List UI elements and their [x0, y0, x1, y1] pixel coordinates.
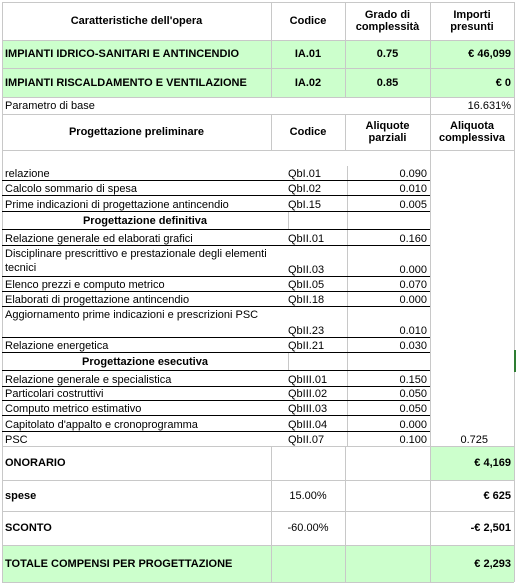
- detail-code: QbIII.03: [288, 403, 328, 415]
- detail-value: 0.000: [399, 264, 427, 276]
- detail-desc: Particolari costruttivi: [5, 388, 104, 400]
- work-code: IA.01: [294, 48, 322, 60]
- detail-code: QbII.01: [288, 233, 325, 245]
- detail-desc: Elaborati di progettazione antincendio: [5, 294, 190, 306]
- detail-code: QbII.18: [288, 294, 325, 306]
- header-caratteristiche: Caratteristiche dell'opera: [70, 15, 203, 27]
- spese-label: spese: [5, 489, 37, 502]
- aliquota-complessiva-header: Aliquota complessiva: [438, 120, 506, 144]
- detail-code: QbIII.04: [288, 419, 328, 431]
- detail-desc: Prime indicazioni di progettazione antincendio: [5, 199, 229, 211]
- work-code: IA.02: [294, 76, 322, 89]
- detail-desc: Aggiornamento prime indicazioni e prescrizioni PSC: [5, 309, 259, 321]
- detail-value: 0.000: [399, 294, 427, 306]
- detail-value: 0.000: [399, 419, 427, 431]
- header-grado: Grado di complessità: [355, 9, 420, 33]
- detail-desc: Calcolo sommario di spesa: [5, 183, 138, 195]
- detail-code: QbIII.02: [288, 388, 328, 400]
- detail-desc: Capitolato d'appalto e cronoprogramma: [5, 419, 198, 431]
- detail-desc: Elenco prezzi e computo metrico: [5, 279, 165, 291]
- detail-code: QbII.05: [288, 279, 325, 291]
- detail-value: 0.090: [399, 168, 427, 180]
- parametro-label: Parametro di base: [5, 99, 95, 112]
- detail-value: 0.160: [399, 233, 427, 245]
- prelim-title: Progettazione preliminare: [68, 126, 205, 138]
- detail-code: QbII.03: [288, 264, 325, 276]
- detail-value: 0.050: [399, 403, 427, 415]
- detail-value: 0.030: [399, 340, 427, 352]
- esecutiva-title: Progettazione esecutiva: [82, 355, 208, 368]
- aliquote-parziali-header: Aliquote parziali: [365, 120, 410, 144]
- sconto-label: SCONTO: [5, 522, 52, 534]
- sconto-amount: -€ 2,501: [470, 522, 511, 534]
- work-amount: € 46,099: [468, 48, 511, 60]
- spese-percent: 15.00%: [289, 489, 327, 502]
- detail-value: 0.050: [399, 388, 427, 400]
- onorario-label: ONORARIO: [5, 457, 66, 469]
- aliquota-complessiva-total: 0.725: [460, 434, 488, 446]
- detail-value: 0.100: [399, 434, 427, 446]
- detail-code: QbII.23: [288, 325, 325, 337]
- spese-amount: € 625: [483, 489, 511, 502]
- detail-desc: Disciplinare prescrittivo e prestazionale degli elementi tecnici: [5, 248, 267, 274]
- detail-desc: Relazione generale e specialistica: [5, 374, 172, 386]
- work-name: IMPIANTI IDRICO-SANITARI E ANTINCENDIO: [5, 48, 240, 60]
- cell-selection-marker[interactable]: [514, 350, 518, 372]
- detail-desc: Relazione energetica: [5, 340, 109, 352]
- detail-code: QbI.15: [288, 199, 322, 211]
- detail-code: QbII.21: [288, 340, 325, 352]
- totale-amount: € 2,293: [474, 557, 511, 570]
- work-name: IMPIANTI RISCALDAMENTO E VENTILAZIONE: [5, 76, 247, 89]
- detail-value: 0.070: [399, 279, 427, 291]
- detail-desc: Relazione generale ed elaborati grafici: [5, 233, 193, 245]
- detail-desc: PSC: [5, 434, 28, 446]
- work-grade: 0.75: [376, 48, 399, 60]
- header-importi: Importi presunti: [450, 9, 494, 33]
- detail-code: QbI.01: [288, 168, 322, 180]
- totale-label: TOTALE COMPENSI PER PROGETTAZIONE: [5, 557, 233, 570]
- detail-code: QbI.02: [288, 183, 322, 195]
- work-grade: 0.85: [376, 76, 399, 89]
- detail-value: 0.005: [399, 199, 427, 211]
- detail-desc: Computo metrico estimativo: [5, 403, 142, 415]
- detail-value: 0.010: [399, 325, 427, 337]
- detail-code: QbII.07: [288, 434, 325, 446]
- onorario-amount: € 4,169: [474, 457, 511, 469]
- prelim-codice: Codice: [289, 126, 327, 138]
- detail-code: QbIII.01: [288, 374, 328, 386]
- detail-value: 0.010: [399, 183, 427, 195]
- detail-desc: relazione: [5, 168, 50, 180]
- sconto-percent: -60.00%: [287, 522, 329, 534]
- detail-value: 0.150: [399, 374, 427, 386]
- parametro-value: 16.631%: [467, 99, 511, 112]
- definitiva-title: Progettazione definitiva: [82, 214, 208, 227]
- work-amount: € 0: [495, 76, 511, 89]
- header-codice: Codice: [289, 15, 327, 27]
